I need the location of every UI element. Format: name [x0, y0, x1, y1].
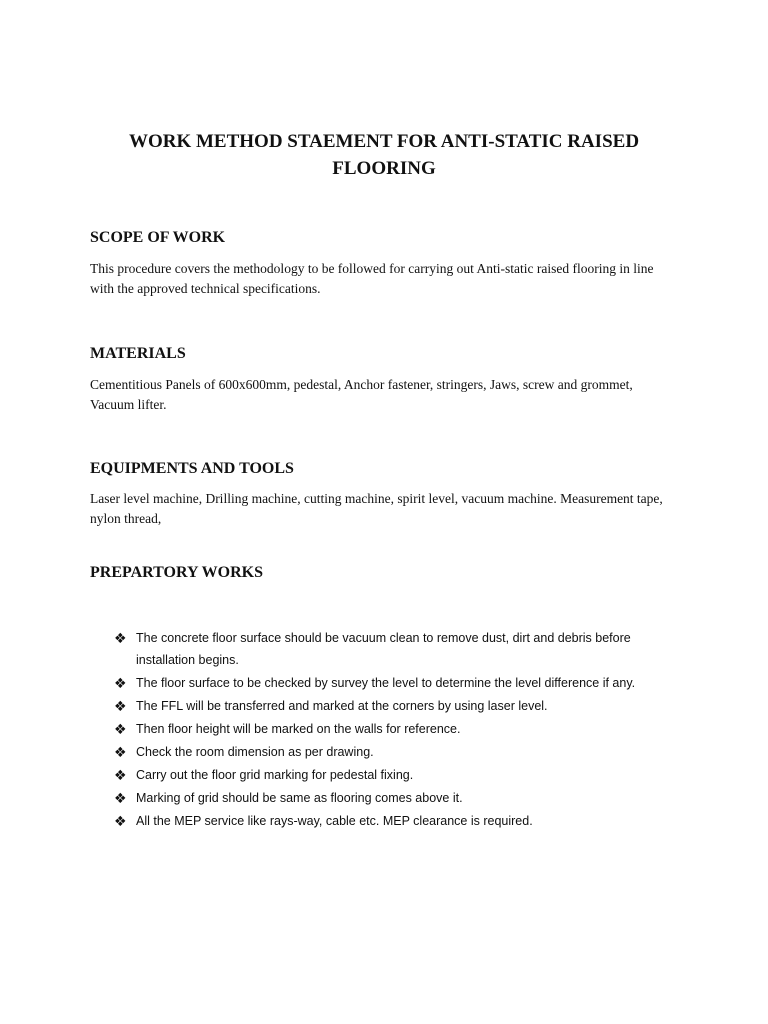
list-item-text: The floor surface to be checked by survey the level to determine the level difference if any. [136, 676, 636, 690]
diamond-bullet-icon: ❖ [114, 744, 127, 760]
list-item [114, 718, 674, 740]
list-item [114, 672, 674, 694]
diamond-bullet-icon: ❖ [114, 721, 127, 737]
list-item-text: Then floor height will be marked on the walls for reference. [136, 722, 461, 736]
equipment-paragraph: Laser level machine, Drilling machine, cutting machine, spirit level, vacuum machine. Measurement tape, nylon thread, [90, 491, 663, 526]
diamond-bullet-icon: ❖ [114, 767, 127, 783]
list-item-text: All the MEP service like rays-way, cable etc. MEP clearance is required. [136, 814, 533, 828]
list-item [114, 627, 674, 671]
document-title: WORK METHOD STAEMENT FOR ANTI-STATIC RAISED FLOORING [128, 131, 640, 179]
diamond-bullet-icon: ❖ [114, 630, 127, 646]
list-item-text: The FFL will be transferred and marked at the corners by using laser level. [136, 699, 548, 713]
materials-heading: MATERIALS [90, 345, 186, 362]
diamond-bullet-icon: ❖ [114, 813, 127, 829]
diamond-bullet-icon: ❖ [114, 698, 127, 714]
list-item [114, 764, 674, 786]
list-item-text: Marking of grid should be same as flooring comes above it. [136, 791, 463, 805]
diamond-bullet-icon: ❖ [114, 790, 127, 806]
equipment-heading: EQUIPMENTS AND TOOLS [90, 460, 294, 477]
diamond-bullet-icon: ❖ [114, 675, 127, 691]
list-item-text: The concrete floor surface should be vacuum clean to remove dust, dirt and debris before installation begins. [136, 631, 631, 667]
preparatory-heading: PREPARTORY WORKS [90, 564, 263, 581]
scope-paragraph: This procedure covers the methodology to be followed for carrying out Anti-static raised flooring in line with the approved technical specifications. [90, 261, 654, 296]
list-item [114, 695, 674, 717]
list-item [114, 787, 674, 809]
list-item [114, 810, 674, 832]
list-item-text: Check the room dimension as per drawing. [136, 745, 374, 759]
scope-heading: SCOPE OF WORK [90, 229, 226, 246]
materials-paragraph: Cementitious Panels of 600x600mm, pedestal, Anchor fastener, stringers, Jaws, screw and grommet, Vacuum lifter. [90, 377, 633, 412]
list-item [114, 741, 674, 763]
preparatory-list [114, 627, 674, 833]
list-item-text: Carry out the floor grid marking for pedestal fixing. [136, 768, 414, 782]
